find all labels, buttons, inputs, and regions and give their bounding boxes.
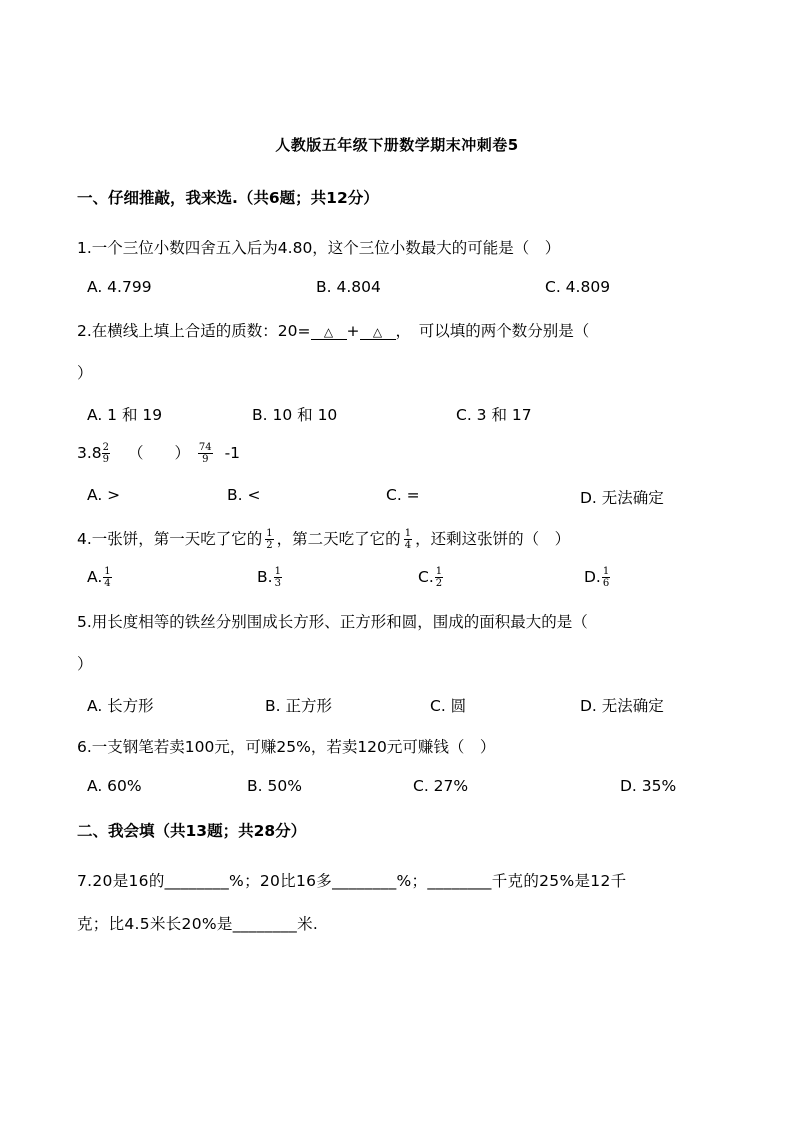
option-d-fraction: $\frac{1}{6}$: [602, 566, 610, 589]
option-d: D. 无法确定: [580, 697, 664, 715]
option-b-fraction: $\frac{1}{3}$: [274, 566, 281, 589]
option-c: C. $\frac{1}{2}$: [418, 566, 443, 589]
option-c: C. 3 和 17: [456, 406, 532, 424]
option-b: B. $\frac{1}{3}$: [257, 566, 281, 589]
option-b: B. 10 和 10: [252, 406, 338, 424]
question-5-options: [0, 694, 794, 716]
option-c: C. =: [386, 486, 420, 504]
triangle-blank-1: △: [311, 325, 347, 340]
question-4-part2: ，第二天吃了它的: [276, 530, 401, 548]
question-3: [77, 441, 240, 465]
option-c: C. 圆: [430, 697, 467, 715]
option-d: D. $\frac{1}{6}$: [584, 566, 610, 589]
question-5: 5.用长度相等的铁丝分别围成长方形、正方形和圆，围成的面积最大的是（: [77, 613, 588, 631]
option-b: B. 4.804: [316, 278, 381, 296]
question-3-paren: （ ）: [127, 444, 190, 462]
question-6: 6.一支钢笔若卖100元，可赚25%，若卖120元可赚钱（ ）: [77, 738, 496, 756]
question-4-options: [0, 566, 794, 588]
section-heading-2: 二、我会填（共13题；共28分）: [77, 822, 307, 840]
option-a: A. $\frac{1}{4}$: [87, 566, 111, 589]
option-a: A. 4.799: [87, 278, 152, 296]
option-a: A. 1 和 19: [87, 406, 163, 424]
fraction-1-4: $\frac{1}{4}$: [404, 528, 412, 551]
question-2-options: [0, 403, 794, 425]
question-4-part3: ，还剩这张饼的（ ）: [415, 530, 571, 548]
question-7-line1: 7.20是16的________%；20比16多________%；________千克的25%是12千: [77, 872, 627, 890]
option-c: C. 4.809: [545, 278, 611, 296]
fraction-1-2: $\frac{1}{2}$: [266, 528, 273, 551]
question-3-options: [0, 486, 794, 508]
option-a: A. >: [87, 486, 121, 504]
question-3-lead: 3.8: [77, 444, 102, 462]
question-2-suffix: ， 可以填的两个数分别是（: [395, 322, 590, 340]
option-d: D. 无法确定: [580, 489, 664, 507]
option-c: C. 27%: [413, 777, 469, 795]
fraction-2-9: $\frac{2}{9}$: [102, 442, 110, 465]
option-b: B. 正方形: [265, 697, 332, 715]
triangle-blank-2: △: [360, 325, 396, 340]
question-1-options: [0, 278, 794, 300]
question-2-continuation: ）: [77, 364, 93, 382]
plus-sign: +: [346, 322, 360, 340]
question-2: [77, 319, 589, 341]
question-2-prefix: 2.在横线上填上合适的质数：20=: [77, 322, 311, 340]
question-6-options: [0, 777, 794, 799]
question-5-continuation: ）: [77, 655, 93, 673]
question-3-tail: -1: [224, 444, 241, 462]
option-b: B. 50%: [247, 777, 302, 795]
page-title: 人教版五年级下册数学期末冲刺卷5: [275, 136, 519, 154]
option-c-fraction: $\frac{1}{2}$: [435, 566, 443, 589]
option-a: A. 60%: [87, 777, 142, 795]
option-a: A. 长方形: [87, 697, 154, 715]
question-4-part1: 4.一张饼，第一天吃了它的: [77, 530, 263, 548]
option-b: B. <: [227, 486, 261, 504]
question-4: [77, 527, 570, 551]
option-d: D. 35%: [620, 777, 677, 795]
question-1: 1.一个三位小数四舍五入后为4.80，这个三位小数最大的可能是（ ）: [77, 239, 561, 257]
option-a-fraction: $\frac{1}{4}$: [104, 566, 111, 589]
fraction-74-9: $\frac{74}{9}$: [198, 442, 212, 465]
section-heading-1: 一、仔细推敲，我来选.（共6题；共12分）: [77, 189, 379, 207]
question-7-line2: 克；比4.5米长20%是________米.: [77, 915, 319, 933]
